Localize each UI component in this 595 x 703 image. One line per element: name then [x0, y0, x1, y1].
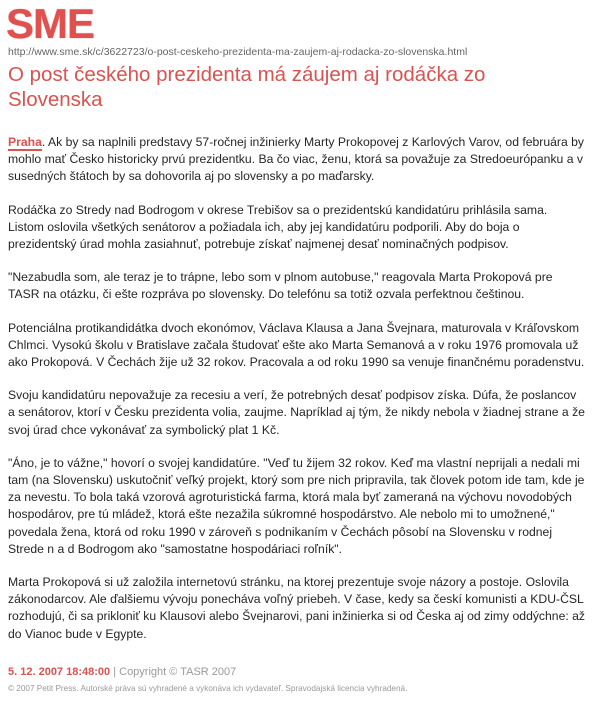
lead-text: . Ak by sa naplnili predstavy 57-ročnej inžinierky Marty Prokopovej z Karlových Varov, od februára by mohlo mať Česko historicky prvú prezidentku. Ba čo viac, ženu, ktorá sa považuje za Stredoeurópanku a v susedných štátoch by sa dohovorila aj po slovensky a po maďarsky.: [8, 135, 585, 184]
article-title: O post českého prezidenta má záujem aj rodáčka zo Slovenska: [8, 63, 486, 111]
meta-separator: |: [110, 666, 120, 678]
paragraph-6: "Áno, je to vážne," hovorí o svojej kandidatúre. "Veď tu žijem 32 rokov. Keď ma vlastní neprijali a nedali mi tam (na Slovensku) uskutočniť veľký projekt, ktorý som pre nich pripravila, tak človek potom ide tam, kde je za nevestu. To bola taká vzorová agroturistická farma, ktorá mala byť zameraná na výchovu novodobých hospodárov, pre tú mládež, ktorá ešte nezažila súkromné hospodárstvo. Ale nebolo mi to umožnené," povedala žena, ktorá od roku 1990 v zároveň s podnikaním v Čechách pôsobí na Slovensku v rodnej Strede n a d Bodrogom ako "samostatne hospodáriaci roľník".: [8, 455, 585, 556]
article-body: [8, 134, 586, 659]
paragraph-7: Marta Prokopová si už založila internetovú stránku, na ktorej prezentuje svoje názory a postoje. Oslovila zákonodarcov. Ale ďalšiemu vývoju ponecháva voľný priebeh. V čase, kedy sa českí komunisti a KDU-ČSL rozhodujú, či sa prikloniť ku Klausovi alebo Švejnarovi, pani inžinierka si od Česka aj od zimy oddýchne: až do Vianoc bude v Egypte.: [8, 575, 586, 641]
publish-date: 5. 12. 2007 18:48:00: [8, 666, 111, 678]
paragraph-4: Potenciálna protikandidátka dvoch ekonómov, Václava Klausa a Jana Švejnara, maturovala v Kráľovskom Chlmci. Vysokú školu v Bratislave začala študovať ešte ako Marta Semanová a v roku 1976 promovala už ako Prokopová. V Čechách žije už 32 rokov. Pracovala a od roku 1990 sa venuje finančnému poradenstvu.: [8, 320, 585, 370]
article-meta: [8, 666, 236, 678]
paragraph-5: Svoju kandidatúru nepovažuje za recesiu a verí, že potrebných desať podpisov získa. Dúfa, že poslancov a senátorov, ktorí v Česku prezidenta volia, zaujme. Napríklad aj tým, že nikdy nebola v žiadnej strane a že svoj úrad chce vykonávať za symbolický plat 1 Kč.: [8, 388, 585, 437]
lead-paragraph: [8, 134, 586, 186]
paragraph-3: "Nezabudla som, ale teraz je to trápne, lebo som v plnom autobuse," reagovala Marta Prokopová pre TASR na otázku, či ešte rozpráva po slovensky. Do telefónu sa totiž ozvala perfektnou češtinou.: [8, 270, 553, 302]
sme-logo[interactable]: SME: [6, 0, 95, 47]
dateline-place: Praha: [8, 135, 42, 149]
page-url: http://www.sme.sk/c/3622723/o-post-ceskeho-prezidenta-ma-zaujem-aj-rodacka-zo-slovenska.html: [8, 46, 468, 58]
copyright-text: Copyright © TASR 2007: [119, 666, 237, 678]
footer-notice: © 2007 Petit Press. Autorské práva sú vyhradené a vykonáva ich vydavateľ. Spravodajská licencia vyhradená.: [8, 684, 408, 693]
paragraph-2: Rodáčka zo Stredy nad Bodrogom v okrese Trebišov sa o prezidentskú kandidatúru prihlásila sama. Listom oslovila všetkých senátorov a požiadala ich, aby jej kandidatúru podporili. Aby do boja o prezidentský úrad mohla zasiahnuť, potrebuje získať najmenej desať nominačných podpisov.: [8, 202, 548, 252]
